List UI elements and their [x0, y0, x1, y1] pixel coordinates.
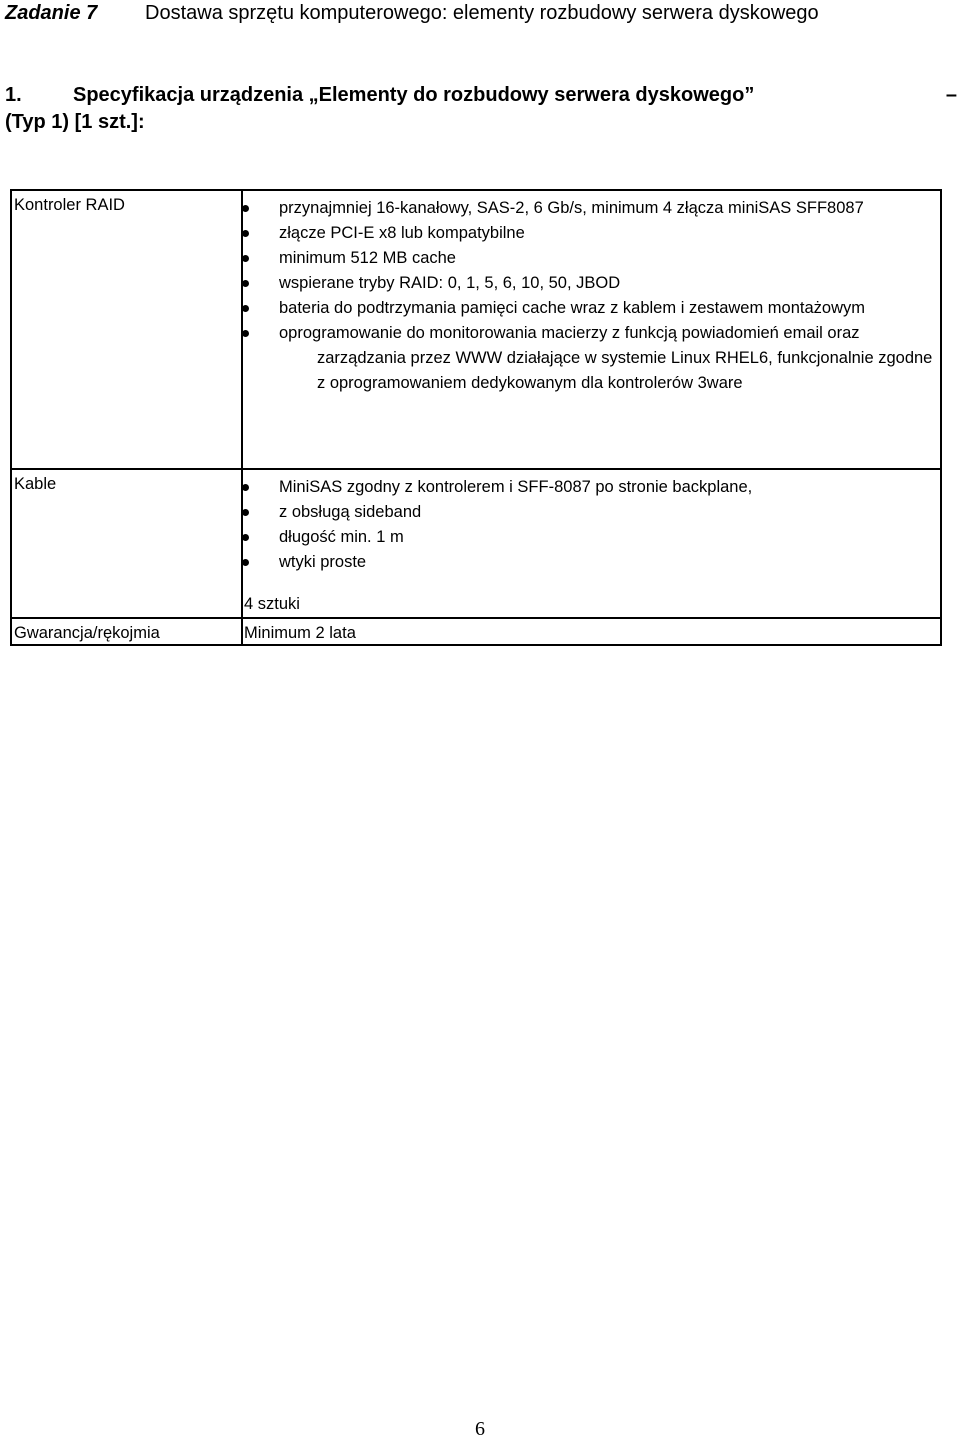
bullet-icon — [242, 280, 249, 287]
list-item — [279, 321, 934, 396]
spec-heading-line2: (Typ 1) [1 szt.]: — [5, 111, 145, 133]
bullet-icon — [242, 255, 249, 262]
task-header — [5, 2, 819, 25]
list-item-text: z obsługą sideband — [279, 502, 422, 521]
list-item — [279, 296, 934, 321]
list-item — [279, 246, 934, 271]
kable-spec-list — [279, 475, 934, 575]
list-item — [279, 475, 934, 500]
bullet-icon — [242, 534, 249, 541]
bullet-icon — [242, 330, 249, 337]
list-item-text: przynajmniej 16-kanałowy, SAS-2, 6 Gb/s, minimum 4 złącza miniSAS SFF8087 — [279, 199, 864, 217]
list-item — [279, 196, 934, 221]
list-item-text: oprogramowanie do monitorowania macierzy z funkcją powiadomień email oraz zarządzania przez WWW działające w systemie Linux RHEL6, funkcjonalnie zgodne z oprogramowaniem dedykowanym dla kontrolerów 3ware — [279, 324, 933, 392]
list-item — [279, 500, 934, 525]
task-label: Zadanie 7 — [5, 2, 98, 24]
quantity-text: 4 sztuki — [244, 594, 300, 613]
list-item-text: minimum 512 MB cache — [279, 249, 456, 267]
bullet-icon — [242, 559, 249, 566]
spec-title: Specyfikacja urządzenia „Elementy do rozbudowy serwera dyskowego” — [73, 84, 755, 106]
list-item-text: bateria do podtrzymania pamięci cache wraz z kablem i zestawem montażowym — [279, 299, 865, 317]
kontroler-spec-list — [279, 196, 934, 396]
bullet-icon — [242, 205, 249, 212]
row-value — [242, 469, 941, 618]
bullet-icon — [242, 509, 249, 516]
table-row-kable — [11, 469, 941, 618]
list-item-text: MiniSAS zgodny z kontrolerem i SFF-8087 po stronie backplane, — [279, 477, 753, 496]
list-item-text: wspierane tryby RAID: 0, 1, 5, 6, 10, 50, JBOD — [279, 274, 621, 292]
spec-dash: – — [945, 84, 957, 106]
list-item — [279, 271, 934, 296]
spec-heading — [5, 82, 957, 136]
spec-table — [10, 189, 942, 646]
list-item — [279, 550, 934, 575]
page-number: 6 — [475, 1418, 485, 1440]
row-label: Gwarancja/rękojmia — [11, 618, 242, 646]
spec-number: 1. — [5, 84, 22, 106]
spec-heading-main — [5, 82, 754, 109]
bullet-icon — [242, 230, 249, 237]
list-item — [279, 525, 934, 550]
list-item-text: wtyki proste — [279, 552, 367, 571]
row-label: Kable — [11, 469, 242, 618]
row-label: Kontroler RAID — [11, 190, 242, 469]
bullet-icon — [242, 305, 249, 312]
table-row-kontroler-raid — [11, 190, 941, 469]
row-value — [242, 190, 941, 469]
table-row-gwarancja — [11, 618, 941, 646]
task-title: Dostawa sprzętu komputerowego: elementy rozbudowy serwera dyskowego — [145, 2, 819, 24]
spec-heading-line1 — [5, 82, 957, 109]
list-item-text: złącze PCI-E x8 lub kompatybilne — [279, 224, 525, 242]
row-value: Minimum 2 lata — [242, 618, 941, 646]
bullet-icon — [242, 484, 249, 491]
list-item-text: długość min. 1 m — [279, 527, 404, 546]
list-item — [279, 221, 934, 246]
